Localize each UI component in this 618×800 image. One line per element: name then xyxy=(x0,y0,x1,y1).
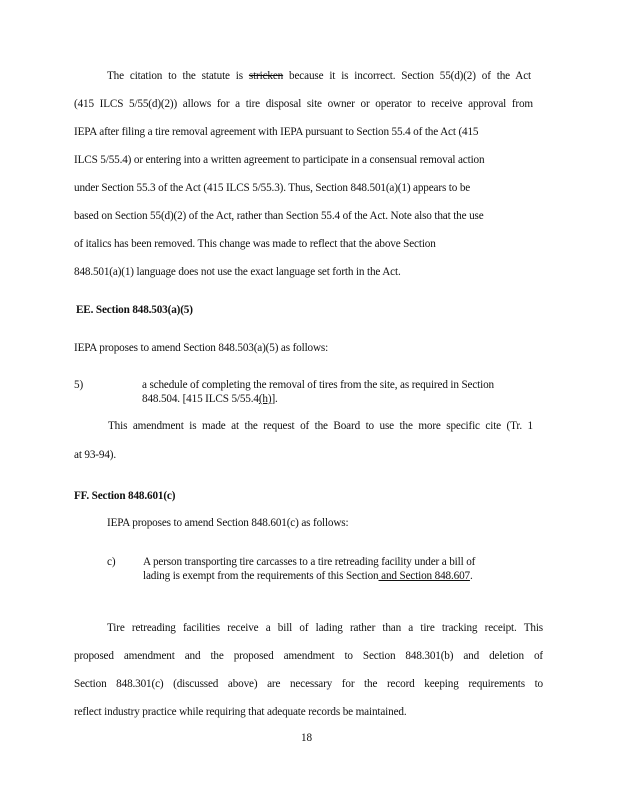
para1-text-a: The citation to the statute is xyxy=(107,70,249,82)
para1-line4: ILCS 5/55.4) or entering into a written agreement to participate in a consensual removal action xyxy=(74,154,485,166)
section-ee-note-line1: This amendment is made at the request of the Board to use the more specific cite (Tr. 1 xyxy=(108,420,533,432)
page-number: 18 xyxy=(301,732,312,744)
para2-line2: proposed amendment and the proposed amendment to Section 848.301(b) and deletion of xyxy=(74,650,543,662)
para1-line5: under Section 55.3 of the Act (415 ILCS 5/55.3). Thus, Section 848.501(a)(1) appears to be xyxy=(74,182,471,194)
cite-close: ]. xyxy=(271,393,278,405)
para2-line3: Section 848.301(c) (discussed above) are necessary for the record keeping requirements to xyxy=(74,678,543,690)
para1-line8: 848.501(a)(1) language does not use the exact language set forth in the Act. xyxy=(74,266,401,278)
struck-word: stricken xyxy=(248,70,284,82)
section-ee-item-line1: a schedule of completing the removal of tires from the site, as required in Section xyxy=(142,379,494,391)
section-ee-heading: EE. Section 848.503(a)(5) xyxy=(76,304,193,316)
section-ff-intro: IEPA proposes to amend Section 848.601(c) as follows: xyxy=(107,517,349,529)
section-ee-item-line2 xyxy=(142,392,278,406)
exemption-text: lading is exempt from the requirements of this Section xyxy=(143,570,379,582)
para2-line4: reflect industry practice while requiring that adequate records be maintained. xyxy=(74,706,407,718)
para1-line7: of italics has been removed. This change was made to reflect that the above Section xyxy=(74,238,436,250)
section-ee-intro: IEPA proposes to amend Section 848.503(a)(5) as follows: xyxy=(74,342,329,354)
section-ee-note-line2: at 93-94). xyxy=(74,449,116,461)
para1-line3: IEPA after filing a tire removal agreement with IEPA pursuant to Section 55.4 of the Act (415 xyxy=(74,126,479,138)
exemption-period: . xyxy=(469,570,473,582)
section-ff-item-line2 xyxy=(143,569,473,583)
section-ff-item-line1: A person transporting tire carcasses to a tire retreading facility under a bill of xyxy=(143,556,476,568)
para1-line2: (415 ILCS 5/55(d)(2)) allows for a tire disposal site owner or operator to receive approval from xyxy=(74,98,533,110)
section-ff-item-number: c) xyxy=(107,556,116,568)
cite-text: 848.504. [415 ILCS 5/55.4 xyxy=(142,393,259,405)
inserted-cite: (h) xyxy=(258,393,272,405)
inserted-section: and Section 848.607 xyxy=(378,570,470,582)
para1-line6: based on Section 55(d)(2) of the Act, rather than Section 55.4 of the Act. Note also that the use xyxy=(74,210,484,222)
para2-line1: Tire retreading facilities receive a bill of lading rather than a tire tracking receipt. This xyxy=(107,622,543,634)
para1-text-c: because it is incorrect. Section 55(d)(2) of the Act xyxy=(283,70,531,82)
section-ee-item-number: 5) xyxy=(74,379,84,391)
section-ff-heading: FF. Section 848.601(c) xyxy=(74,490,176,502)
para1-line1 xyxy=(107,69,531,83)
